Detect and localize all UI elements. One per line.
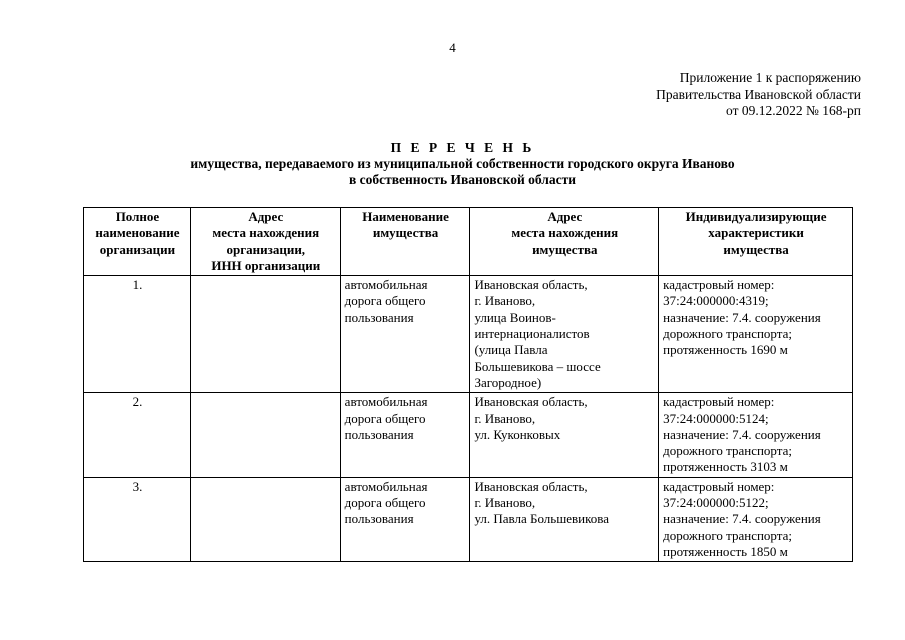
table-row: [84, 477, 853, 561]
appendix-line: Правительства Ивановской области: [656, 86, 861, 102]
header-property-name: Наименование имущества: [340, 208, 470, 276]
property-name-cell: автомобильная дорога общего пользования: [340, 393, 470, 477]
property-table: [83, 207, 853, 562]
row-number: 2.: [84, 393, 191, 477]
title-line: в собственность Ивановской области: [348, 172, 577, 187]
property-address-cell: Ивановская область, г. Иваново, ул. Павла Большевикова: [470, 477, 659, 561]
appendix-line: от 09.12.2022 № 168-рп: [726, 103, 861, 118]
table-row: [84, 393, 853, 477]
title-line: имущества, передаваемого из муниципальной собственности городского округа Иваново: [190, 156, 735, 171]
appendix-header: [656, 70, 861, 120]
org-address-cell: [190, 393, 340, 477]
header-org-address: Адрес места нахождения организации, ИНН организации: [190, 208, 340, 276]
table-header-row: [84, 208, 853, 276]
property-name-cell: автомобильная дорога общего пользования: [340, 276, 470, 393]
appendix-line: Приложение 1 к распоряжению: [679, 70, 861, 85]
property-address-cell: Ивановская область, г. Иваново, улица Воинов- интернационалистов (улица Павла Большевикова – шоссе Загородное): [470, 276, 659, 393]
org-address-cell: [190, 276, 340, 393]
org-address-cell: [190, 477, 340, 561]
row-number: 1.: [84, 276, 191, 393]
table-row: [84, 276, 853, 393]
document-title: [0, 140, 905, 188]
property-address-cell: Ивановская область, г. Иваново, ул. Куконковых: [470, 393, 659, 477]
page-number: 4: [449, 40, 456, 55]
title-heading: П Е Р Е Ч Е Н Ь: [390, 140, 535, 155]
header-characteristics: Индивидуализирующие характеристики имущества: [659, 208, 853, 276]
header-property-address: Адрес места нахождения имущества: [470, 208, 659, 276]
row-number: 3.: [84, 477, 191, 561]
characteristics-cell: кадастровый номер: 37:24:000000:4319; назначение: 7.4. сооружения дорожного транспорта; протяженность 1690 м: [659, 276, 853, 393]
characteristics-cell: кадастровый номер: 37:24:000000:5122; назначение: 7.4. сооружения дорожного транспорта; протяженность 1850 м: [659, 477, 853, 561]
property-name-cell: автомобильная дорога общего пользования: [340, 477, 470, 561]
header-org-name: Полное наименование организации: [84, 208, 191, 276]
characteristics-cell: кадастровый номер: 37:24:000000:5124; назначение: 7.4. сооружения дорожного транспорта; протяженность 3103 м: [659, 393, 853, 477]
